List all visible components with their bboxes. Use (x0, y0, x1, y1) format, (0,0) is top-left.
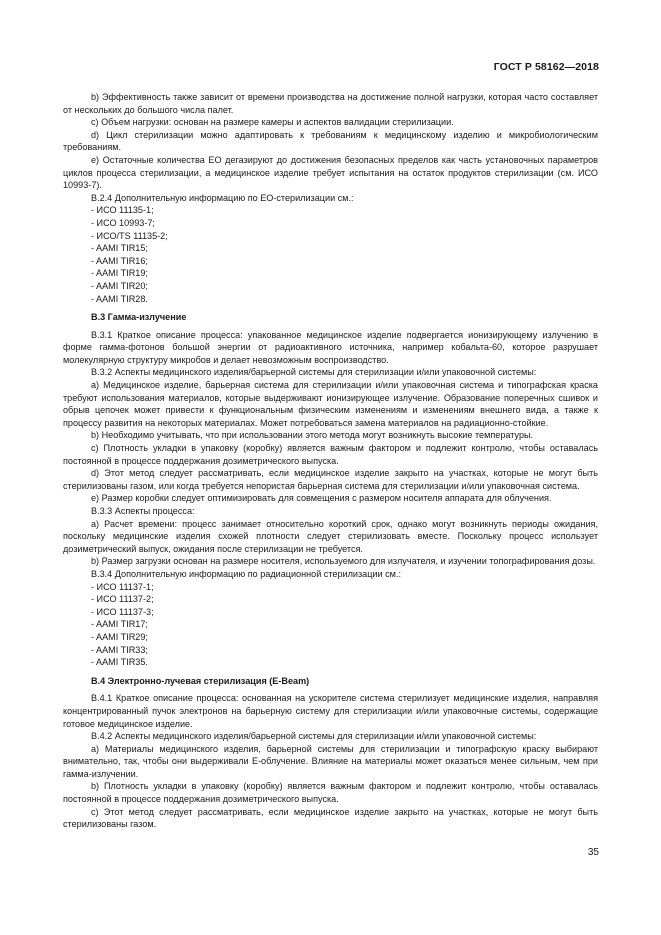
paragraph: c) Плотность укладки в упаковку (коробку) является важным фактором и подлежит контролю, чтобы оставалась постоянной в процессе поддержания дозиметрического выпуска. (63, 443, 598, 466)
section-heading: В.3 Гамма-излучение (91, 312, 187, 323)
paragraph: В.4.1 Краткое описание процесса: основанная на ускорителе система стерилизует медицинские изделия, направляя концентрированный пучок электронов на барьерную систему для стерилизации и/или упаковочные системы, содержащие готовое медицинское изделие. (63, 693, 598, 729)
list-item: - AAMI TIR15; (91, 243, 148, 254)
paragraph: В.3.3 Аспекты процесса: (91, 506, 195, 516)
paragraph: e) Размер коробки следует оптимизировать для совмещения с размером носителя аппарата для облучения. (91, 493, 552, 504)
list-item: - AAMI TIR17; (91, 619, 148, 630)
list-item: - ИСО 11135-1; (91, 205, 154, 216)
paragraph: b) Плотность укладки в упаковку (коробку) является важным фактором и подлежит контролю, чтобы оставалась постоянной в процессе поддержания дозиметрического выпуска. (63, 781, 598, 805)
list-item: - AAMI TIR33; (91, 644, 148, 655)
paragraph: В.3.1 Краткое описание процесса: упакованное медицинское изделие подвергается ионизирующему излучению в форме гамма-фотонов большой энергии от радиоактивного источника, например кобальта-60, которое разрушает молекулярную структуру микробов и делает невозможным воспроизводство. (63, 329, 598, 365)
list-item: - ИСО 10993-7; (91, 217, 155, 228)
paragraph: c) Этот метод следует рассматривать, если медицинское изделие закрыто на участках, которые не могут быть стерилизованы газом. (63, 806, 598, 830)
list-item: - ИСО 11137-3; (91, 606, 154, 617)
paragraph: a) Медицинское изделие, барьерная система для стерилизации и/или упаковочная система и типографская краска требуют использования материалов, которые выдерживают ионизирующее излучение. Образование поперечных сшивок и обрыв цепочек может привести к функциональным физическим изменениям и изменениям внешнего вида, а также к процессу развития на некоторых материалах. Может потребоваться замена материалов на радиационно-стойкие. (63, 380, 598, 428)
paragraph: e) Остаточные количества ЕО дегазируют до достижения безопасных пределов как часть установочных параметров циклов процесса стерилизации, а медицинское изделие требует испытания на остаток продуктов стерилизации (см. ИСО 10993-7). (63, 154, 598, 191)
list-item: - AAMI TIR29; (91, 631, 148, 642)
page-number: 35 (587, 847, 599, 858)
list-item: - AAMI TIR16; (91, 255, 148, 266)
list-item: - ИСО/TS 11135-2; (91, 230, 168, 241)
section-heading: В.4 Электронно-лучевая стерилизация (E-Beam) (91, 675, 310, 686)
paragraph: c) Объем нагрузки: основан на размере камеры и аспектов валидации стерилизации. (91, 117, 454, 128)
document-body (63, 91, 598, 831)
paragraph: d) Этот метод следует рассматривать, если медицинское изделие закрыто на участках, которые не могут быть стерилизованы газом, или когда требуется непористая барьерная система для стерилизации и/или упаковочная система. (63, 468, 598, 491)
paragraph: В.3.4 Дополнительную информацию по радиационной стерилизации см.: (91, 568, 401, 579)
paragraph: b) Эффективность также зависит от времени производства на достижение полной нагрузки, которая часто составляет от нескольких до большого числа палет. (63, 92, 598, 115)
paragraph: В.3.2 Аспекты медицинского изделия/барьерной системы для стерилизации и/или упаковочной системы: (91, 367, 537, 378)
list-item: - ИСО 11137-1; (91, 581, 154, 592)
paragraph: a) Расчет времени: процесс занимает относительно короткий срок, однако могут возникнуть периоды ожидания, поскольку медицинские изделия схожей плотности следует стерилизовать вместе. Поскольку процесс использует дозиметрический выпуск, ожидания после стерилизации не требуется. (63, 518, 598, 554)
list-item: - ИСО 11137-2; (91, 594, 154, 605)
list-item: - AAMI TIR19; (91, 268, 148, 279)
paragraph: a) Материалы медицинского изделия, барьерной системы для стерилизации и типографскую краску выбирают внимательно, так, чтобы они выдерживали E-облучение. Влияние на материалы может оказаться менее сильным, чем при гамма-излучении. (63, 743, 598, 779)
standard-id-header: ГОСТ Р 58162—2018 (493, 61, 599, 73)
paragraph: В.2.4 Дополнительную информацию по ЕО-стерилизации см.: (91, 192, 354, 203)
list-item: - AAMI TIR20; (91, 280, 148, 291)
list-item: - AAMI TIR35. (91, 657, 148, 668)
paragraph: b) Необходимо учитывать, что при использовании этого метода могут возникнуть высокие температуры. (91, 430, 534, 441)
paragraph: В.4.2 Аспекты медицинского изделия/барьерной системы для стерилизации и/или упаковочной системы: (91, 731, 537, 742)
paragraph: d) Цикл стерилизации можно адаптировать к требованиям к медицинскому изделию и микробиологическим требованиям. (63, 129, 598, 153)
list-item: - AAMI TIR28. (91, 293, 148, 304)
paragraph: b) Размер загрузки основан на размере носителя, используемого для излучателя, и изучении топографирования дозы. (91, 556, 596, 567)
